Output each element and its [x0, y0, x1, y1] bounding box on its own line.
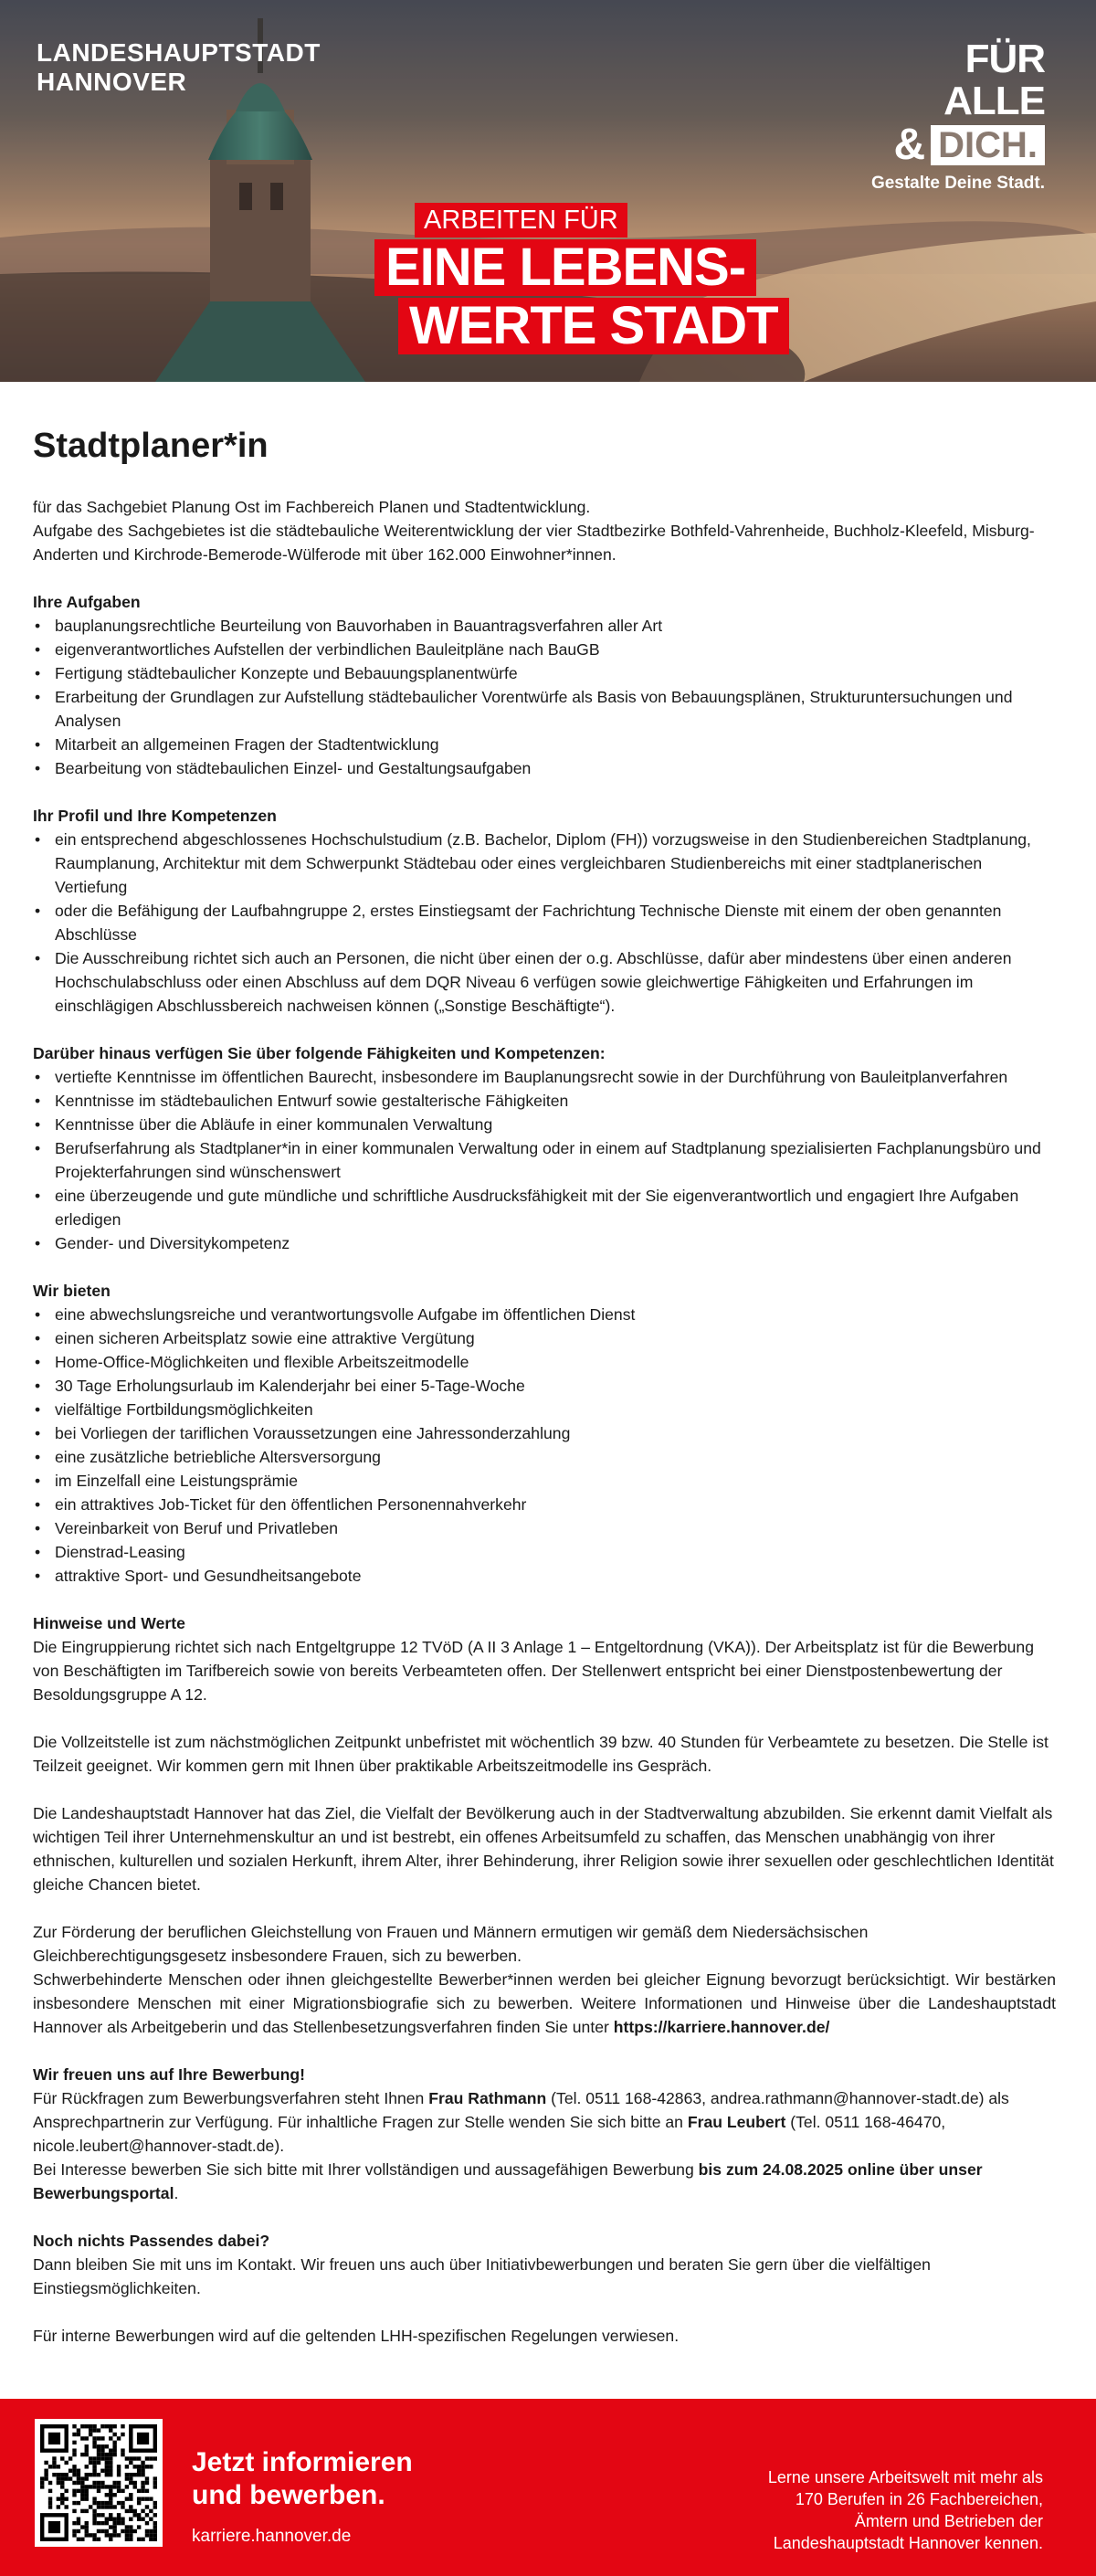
apply-text: .	[174, 2184, 179, 2202]
footer	[0, 2399, 1096, 2576]
city-logo	[37, 38, 321, 97]
apply-section	[33, 2063, 1056, 2205]
apply-text: Für Rückfragen zum Bewerbungsverfahren steht Ihnen	[33, 2089, 429, 2107]
contact-name-2: Frau Leubert	[687, 2113, 786, 2131]
list-item: • Home-Office-Möglichkeiten und flexible Arbeitszeitmodelle	[33, 1350, 1056, 1374]
list-item: • bei Vorliegen der tariflichen Voraussetzungen eine Jahressonderzahlung	[33, 1421, 1056, 1445]
campaign-logo	[862, 38, 1045, 194]
list-item: • Vereinbarkeit von Beruf und Privatleben	[33, 1516, 1056, 1540]
notes-diversity: Die Landeshauptstadt Hannover hat das Ziel, die Vielfalt der Bevölkerung auch in der Stadtverwaltung abzubilden. Sie erkennt damit Vielfalt als wichtigen Teil ihrer Unternehmenskultur an und ist bestrebt, ein offenes Arbeitsumfeld zu schaffen, das Menschen unabhängig von ihrer ethnischen, kulturellen und sozialen Herkunft, ihrem Alter, ihrer Behinderung, ihrer Religion sowie ihrer sexuellen oder geschlechtlichen Identität gleiche Chancen bietet.	[33, 1804, 1054, 1894]
qr-code-graphic	[40, 2424, 157, 2541]
footer-info	[714, 2466, 1043, 2554]
profile-section	[33, 804, 1056, 1018]
list-item: • attraktive Sport- und Gesundheitsangebote	[33, 1564, 1056, 1588]
notes-salary: Die Eingruppierung richtet sich nach Entgeltgruppe 12 TVöD (A II 3 Anlage 1 – Entgeltordnung (VKA)). Der Arbeitsplatz ist für die Bewerbung von Beschäftigten im Tarifbereich sowie von bereits Verbeamteten offen. Der Stellenwert entspricht bei einer Dienstpostenbewertung der Besoldungsgruppe A 12.	[33, 1638, 1035, 1704]
notes-disability	[33, 1968, 1056, 2039]
headline-small: ARBEITEN FÜR	[415, 203, 627, 238]
nothing-text: Dann bleiben Sie mit uns im Kontakt. Wir freuen uns auch über Initiativbewerbungen und beraten Sie gern über die vielfältigen Einstiegsmöglichkeiten.	[33, 2255, 931, 2297]
list-item: • ein attraktives Job-Ticket für den öffentlichen Personennahverkehr	[33, 1493, 1056, 1516]
intro-line: für das Sachgebiet Planung Ost im Fachbereich Planen und Stadtentwicklung.	[33, 498, 591, 516]
list-item: • Kenntnisse über die Abläufe in einer kommunalen Verwaltung	[33, 1113, 1056, 1136]
list-item: • vertiefte Kenntnisse im öffentlichen Baurecht, insbesondere im Bauplanungsrecht sowie in der Durchführung von Bauleitplanverfahren	[33, 1065, 1056, 1089]
offer-heading: Wir bieten	[33, 1282, 111, 1300]
qr-code-icon[interactable]	[35, 2419, 163, 2547]
list-item: • Bearbeitung von städtebaulichen Einzel- und Gestaltungsaufgaben	[33, 756, 1056, 780]
city-name-line1: LANDESHAUPTSTADT	[37, 38, 321, 67]
slogan-line2	[862, 121, 1045, 169]
list-item: • Erarbeitung der Grundlagen zur Aufstellung städtebaulicher Vorentwürfe als Basis von Bebauungsplänen, Strukturuntersuchungen und Analysen	[33, 685, 1056, 733]
notes-disability-text: Schwerbehinderte Menschen oder ihnen gleichgestellte Bewerber*innen werden bei gleicher Eignung bevorzugt berücksichtigt. Wir bestärken insbesondere Menschen mit einer Migrationsbiografie sich zu bewerben. Weitere Informationen und Hinweise über die Landeshauptstadt Hannover als Arbeitgeberin und das Stellenbesetzungsverfahren finden Sie unter	[33, 1970, 1056, 2036]
list-item: • eine zusätzliche betriebliche Altersversorgung	[33, 1445, 1056, 1469]
list-item: • im Einzelfall eine Leistungsprämie	[33, 1469, 1056, 1493]
list-item: • vielfältige Fortbildungsmöglichkeiten	[33, 1398, 1056, 1421]
notes-equality: Zur Förderung der beruflichen Gleichstellung von Frauen und Männern ermutigen wir gemäß dem Niedersächsischen Gleichberechtigungsgesetz insbesondere Frauen, sich zu bewerben.	[33, 1923, 869, 1965]
nothing-heading: Noch nichts Passendes dabei?	[33, 2232, 270, 2250]
list-item: • Die Ausschreibung richtet sich auch an Personen, die nicht über einen der o.g. Abschlüsse, dafür aber mindestens über einen anderen Hochschulabschluss oder einen Abschluss auf dem DQR Niveau 6 verfügen sowie gleichwertige Fähigkeiten und Erfahrungen im einschlägigen Abschlussbereich nachweisen können („Sonstige Beschäftigte“).	[33, 946, 1056, 1018]
tasks-section	[33, 590, 1056, 780]
deadline-text[interactable]: bis zum 24.08.2025 online über unser Bewerbungsportal	[33, 2160, 983, 2202]
skills-list	[33, 1065, 1056, 1255]
apply-heading: Wir freuen uns auf Ihre Bewerbung!	[33, 2065, 305, 2084]
hero-banner	[0, 0, 1096, 382]
notes-working-time: Die Vollzeitstelle ist zum nächstmöglichen Zeitpunkt unbefristet mit wöchentlich 39 bzw. 40 Stunden für Verbeamtete zu besetzen. Die Stelle ist Teilzeit geeignet. Wir kommen gern mit Ihnen über praktikable Arbeitszeitmodelle ins Gespräch.	[33, 1733, 1049, 1775]
offer-section	[33, 1279, 1056, 1588]
list-item: • 30 Tage Erholungsurlaub im Kalenderjahr bei einer 5-Tage-Woche	[33, 1374, 1056, 1398]
list-item: • eine überzeugende und gute mündliche und schriftliche Ausdrucksfähigkeit mit der Sie eigenverantwortlich und engagiert Ihre Aufgaben erledigen	[33, 1184, 1056, 1231]
list-item: • oder die Befähigung der Laufbahngruppe 2, erstes Einstiegsamt der Fachrichtung Technische Dienste mit einem der oben genannten Abschlüsse	[33, 899, 1056, 946]
notes-section	[33, 1611, 1056, 2039]
list-item: • einen sicheren Arbeitsplatz sowie eine attraktive Vergütung	[33, 1326, 1056, 1350]
notes-heading: Hinweise und Werte	[33, 1614, 185, 1632]
internal-note: Für interne Bewerbungen wird auf die geltenden LHH-spezifischen Regelungen verwiesen.	[33, 2327, 680, 2345]
footer-cta	[192, 2446, 413, 2512]
footer-info-line: Lerne unsere Arbeitswelt mit mehr als	[767, 2468, 1043, 2486]
list-item: • eine abwechslungsreiche und verantwortungsvolle Aufgabe im öffentlichen Dienst	[33, 1303, 1056, 1326]
headline-big-line1: EINE LEBENS-	[374, 239, 756, 296]
skills-heading: Darüber hinaus verfügen Sie über folgende Fähigkeiten und Kompetenzen:	[33, 1044, 606, 1062]
footer-career-link[interactable]: karriere.hannover.de	[192, 2527, 352, 2546]
slogan-line1: FÜR ALLE	[943, 37, 1045, 123]
job-title: Stadtplaner*in	[33, 427, 269, 465]
list-item: • Gender- und Diversitykompetenz	[33, 1231, 1056, 1255]
contact-name-1: Frau Rathmann	[428, 2089, 547, 2107]
list-item: • Kenntnisse im städtebaulichen Entwurf sowie gestalterische Fähigkeiten	[33, 1089, 1056, 1113]
apply-text: Bei Interesse bewerben Sie sich bitte mit Ihrer vollständigen und aussagefähigen Bewerbung	[33, 2160, 699, 2179]
apply-deadline	[33, 2158, 1056, 2205]
footer-cta-line2: und bewerben.	[192, 2480, 385, 2510]
list-item: • Fertigung städtebaulicher Konzepte und Bebauungsplanentwürfe	[33, 661, 1056, 685]
city-name-line2: HANNOVER	[37, 68, 187, 96]
job-posting-body	[33, 424, 1056, 2348]
apply-contact	[33, 2086, 1056, 2158]
slogan-subline: Gestalte Deine Stadt.	[870, 174, 1045, 193]
list-item: • Mitarbeit an allgemeinen Fragen der Stadtentwicklung	[33, 733, 1056, 756]
apply-text: (Tel. 0511 168-42863, andrea.rathmann@hannover-stadt.de) als Ansprechpartnerin zur Verfügung. Für inhaltliche Fragen zur Stelle wenden Sie sich bitte an	[33, 2089, 1009, 2131]
nothing-section	[33, 2229, 1056, 2348]
apply-text: (Tel. 0511 168-46470, nicole.leubert@hannover-stadt.de).	[33, 2113, 946, 2155]
list-item: • Berufserfahrung als Stadtplaner*in in einer kommunalen Verwaltung oder in einem auf Stadtplanung spezialisierten Fachplanungsbüro und Projekterfahrungen sind wünschenswert	[33, 1136, 1056, 1184]
tasks-list	[33, 614, 1056, 780]
footer-info-line: 170 Berufen in 26 Fachbereichen,	[795, 2490, 1043, 2508]
tasks-heading: Ihre Aufgaben	[33, 593, 141, 611]
list-item: • bauplanungsrechtliche Beurteilung von Bauvorhaben in Bauantragsverfahren aller Art	[33, 614, 1056, 638]
list-item: • ein entsprechend abgeschlossenes Hochschulstudium (z.B. Bachelor, Diplom (FH)) vorzugsweise in den Studienbereichen Stadtplanung, Raumplanung, Architektur mit dem Schwerpunkt Städtebau oder eines vergleichbaren Studienbereichs mit einer stadtplanerischen Vertiefung	[33, 828, 1056, 899]
profile-heading: Ihr Profil und Ihre Kompetenzen	[33, 807, 277, 825]
skills-section	[33, 1041, 1056, 1255]
slogan-dich: DICH.	[931, 125, 1045, 165]
profile-list	[33, 828, 1056, 1018]
slogan-ampersand: &	[893, 121, 926, 169]
footer-cta-line1: Jetzt informieren	[192, 2447, 413, 2477]
headline-big-line2: WERTE STADT	[398, 298, 789, 354]
intro-description: Aufgabe des Sachgebietes ist die städtebauliche Weiterentwicklung der vier Stadtbezirke Bothfeld-Vahrenheide, Buchholz-Kleefeld, Misburg-Anderten und Kirchrode-Bemerode-Wülferode mit über 162.000 Einwohner*innen.	[33, 522, 1035, 564]
offer-list	[33, 1303, 1056, 1588]
career-link[interactable]: https://karriere.hannover.de/	[613, 2018, 830, 2036]
footer-info-line: Landeshauptstadt Hannover kennen.	[773, 2534, 1043, 2552]
footer-info-line: Ämtern und Betrieben der	[854, 2512, 1043, 2530]
list-item: • eigenverantwortliches Aufstellen der verbindlichen Bauleitpläne nach BauGB	[33, 638, 1056, 661]
list-item: • Dienstrad-Leasing	[33, 1540, 1056, 1564]
